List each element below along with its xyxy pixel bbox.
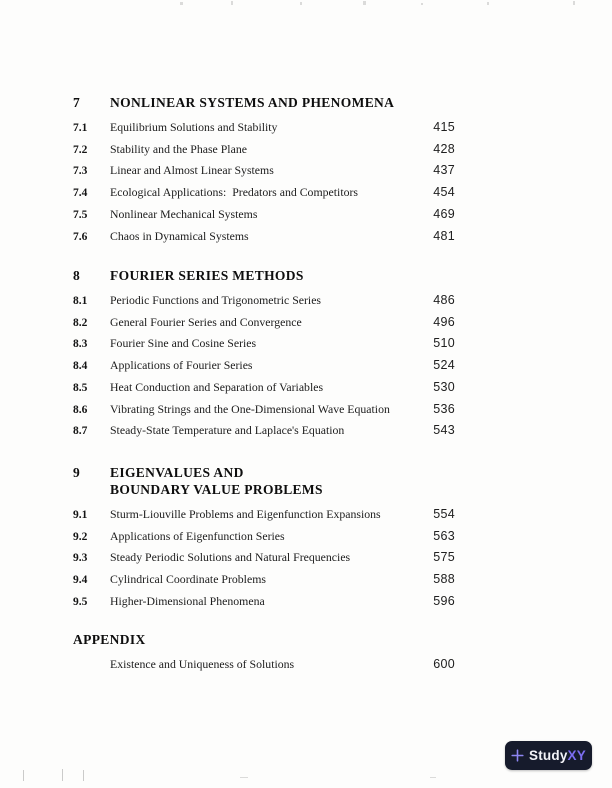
chapter-7-heading — [73, 94, 455, 111]
toc-entry — [73, 504, 455, 526]
scan-artifact — [430, 777, 436, 778]
section-title: Vibrating Strings and the One-Dimensional Wave Equation — [110, 401, 390, 416]
page-number: 600 — [433, 657, 455, 671]
toc-entry — [73, 569, 455, 591]
toc-entry — [73, 182, 455, 204]
page-number: 575 — [433, 550, 455, 565]
appendix-heading: APPENDIX — [73, 632, 146, 647]
brand-text — [529, 748, 586, 763]
section-number: 9.2 — [73, 530, 88, 543]
toc-entry — [73, 160, 455, 182]
section-title: Linear and Almost Linear Systems — [110, 163, 274, 178]
page-number: 536 — [433, 401, 455, 416]
section-title: Nonlinear Mechanical Systems — [110, 206, 258, 221]
toc-entry — [73, 290, 455, 312]
scan-artifact — [300, 2, 302, 5]
brand-primary: Study — [529, 748, 568, 763]
scan-artifact — [240, 777, 248, 778]
section-title: Applications of Fourier Series — [110, 358, 253, 373]
section-title: Chaos in Dynamical Systems — [110, 228, 249, 243]
toc-entry — [73, 333, 455, 355]
appendix-section — [73, 631, 455, 675]
chapter-title: NONLINEAR SYSTEMS AND PHENOMENA — [110, 95, 395, 110]
section-number: 9.4 — [73, 574, 88, 587]
toc-entry — [73, 117, 455, 139]
page-number: 510 — [433, 336, 455, 351]
toc-entry — [73, 204, 455, 226]
toc-entry — [73, 226, 455, 248]
chapter-9-heading — [73, 464, 455, 498]
section-title: Cylindrical Coordinate Problems — [110, 572, 266, 587]
section-number: 8.2 — [73, 316, 88, 329]
section-number: 7.3 — [73, 165, 88, 178]
scan-artifact — [421, 3, 423, 5]
section-title: Sturm-Liouville Problems and Eigenfunction Expansions — [110, 507, 381, 521]
page-number: 543 — [433, 423, 455, 438]
section-number: 8.5 — [73, 381, 88, 394]
section-number: 7.5 — [73, 208, 88, 221]
page-number: 563 — [433, 528, 455, 543]
page-number: 554 — [433, 507, 455, 521]
page-number: 428 — [433, 141, 455, 156]
section-title: Steady Periodic Solutions and Natural Frequencies — [110, 550, 351, 565]
chapter-title-line2: BOUNDARY VALUE PROBLEMS — [110, 482, 323, 497]
chapter-7-section — [73, 94, 455, 247]
section-number: 8.6 — [73, 403, 88, 416]
scan-artifact — [83, 770, 84, 781]
section-number: 8.1 — [73, 295, 88, 307]
scan-artifact — [23, 770, 24, 781]
chapter-8-section — [73, 267, 455, 442]
section-number: 8.4 — [73, 360, 88, 373]
toc-entry — [73, 312, 455, 334]
section-number: 9.3 — [73, 552, 88, 565]
toc-entry — [73, 139, 455, 161]
page-number: 415 — [433, 120, 455, 134]
section-number: 8.3 — [73, 338, 88, 351]
page-number: 596 — [433, 593, 455, 608]
section-title: Heat Conduction and Separation of Variables — [110, 379, 324, 394]
scan-artifact — [180, 2, 183, 5]
page-number: 454 — [433, 185, 455, 200]
toc-entry — [73, 654, 455, 675]
section-title: Applications of Eigenfunction Series — [110, 528, 285, 543]
page-number: 524 — [433, 358, 455, 373]
toc-entry — [73, 355, 455, 377]
brand-accent: XY — [567, 748, 586, 763]
section-number: 7.6 — [73, 230, 88, 243]
toc-entry — [73, 547, 455, 569]
scan-artifact — [363, 1, 366, 5]
scan-artifact — [231, 1, 233, 5]
toc-entry — [73, 526, 455, 548]
page-number: 588 — [433, 572, 455, 587]
chapter-number: 9 — [73, 465, 81, 480]
page-number: 469 — [433, 206, 455, 221]
scan-artifact — [62, 769, 63, 781]
page-number: 481 — [433, 228, 455, 243]
studyxy-badge[interactable] — [505, 741, 592, 770]
toc-entry — [73, 399, 455, 421]
section-number: 9.1 — [73, 509, 88, 521]
chapter-number: 7 — [73, 95, 81, 110]
chapter-9-section — [73, 464, 455, 613]
plus-icon — [511, 749, 524, 762]
section-number: 7.2 — [73, 143, 88, 156]
chapter-title-line1: EIGENVALUES AND — [110, 465, 244, 480]
section-title: Periodic Functions and Trigonometric Series — [110, 293, 322, 307]
section-title: Ecological Applications: Predators and Competitors — [110, 185, 359, 200]
section-number: 7.4 — [73, 187, 88, 200]
page-number: 437 — [433, 163, 455, 178]
page-number: 530 — [433, 379, 455, 394]
section-title: Higher-Dimensional Phenomena — [110, 593, 265, 608]
page-number: 486 — [433, 293, 455, 307]
section-title: Steady-State Temperature and Laplace's Equation — [110, 423, 345, 438]
section-number: 9.5 — [73, 595, 88, 608]
section-number: 7.1 — [73, 122, 88, 134]
chapter-title: FOURIER SERIES METHODS — [110, 268, 304, 283]
section-title: Existence and Uniqueness of Solutions — [110, 657, 295, 671]
chapter-title — [110, 464, 455, 498]
chapter-8-heading — [73, 267, 455, 284]
page-number: 496 — [433, 314, 455, 329]
toc-entry — [73, 377, 455, 399]
section-title: Equilibrium Solutions and Stability — [110, 120, 278, 134]
scan-artifact — [573, 1, 575, 5]
section-title: Fourier Sine and Cosine Series — [110, 336, 257, 351]
section-number: 8.7 — [73, 425, 88, 438]
chapter-number: 8 — [73, 268, 81, 283]
toc-entry — [73, 420, 455, 442]
toc-entry — [73, 591, 455, 613]
section-title: General Fourier Series and Convergence — [110, 314, 302, 329]
scan-artifact — [487, 2, 489, 5]
section-title: Stability and the Phase Plane — [110, 141, 247, 156]
